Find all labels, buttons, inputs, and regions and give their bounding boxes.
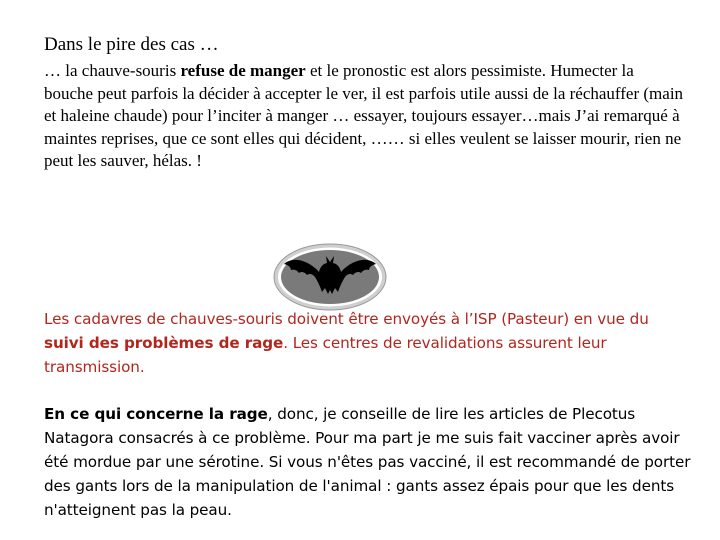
paragraph-refuse-eating	[44, 60, 684, 173]
para3-part1: , donc, je conseille de lire les articles de Plecotus Natagora consacrés à ce problème. Pour ma part je me suis fait vacciner après avoir été mordue par une sérotine. Si vous n'êtes pas vacciné, il est recommandé de porter des gants lors de la manipulation de l'animal : gants assez épais pour que les dents n'atteignent pas la peau.	[44, 405, 691, 519]
para2-part1: Les cadavres de chauves-souris doivent être envoyés à l’ISP (Pasteur) en vue du	[44, 310, 649, 328]
para1-part2: et le pronostic est alors pessimiste. Humecter la bouche peut parfois la décider à accepter le ver, il est parfois utile aussi de la réchauffer (main et haleine chaude) pour l’inciter à manger … essayer, toujours essayer…mais J’ai remarqué à maintes reprises, que ce sont elles qui décident, …… si elles veulent se laisser mourir, rien ne peut les sauver, hélas. !	[44, 61, 684, 170]
bat-logo-icon	[272, 242, 392, 312]
para1-bold: refuse de manger	[180, 61, 306, 80]
paragraph-rabies-followup	[44, 307, 684, 379]
paragraph-rabies-advice	[44, 402, 694, 522]
para2-part2: . Les centres de revalidations assurent leur transmission.	[44, 334, 607, 376]
para3-bold: En ce qui concerne la rage	[44, 405, 268, 423]
para2-bold: suivi des problèmes de rage	[44, 334, 284, 352]
slide-title: Dans le pire des cas …	[44, 34, 219, 55]
para1-part1: la chauve-souris	[65, 61, 181, 80]
para1-lead: …	[44, 61, 66, 80]
